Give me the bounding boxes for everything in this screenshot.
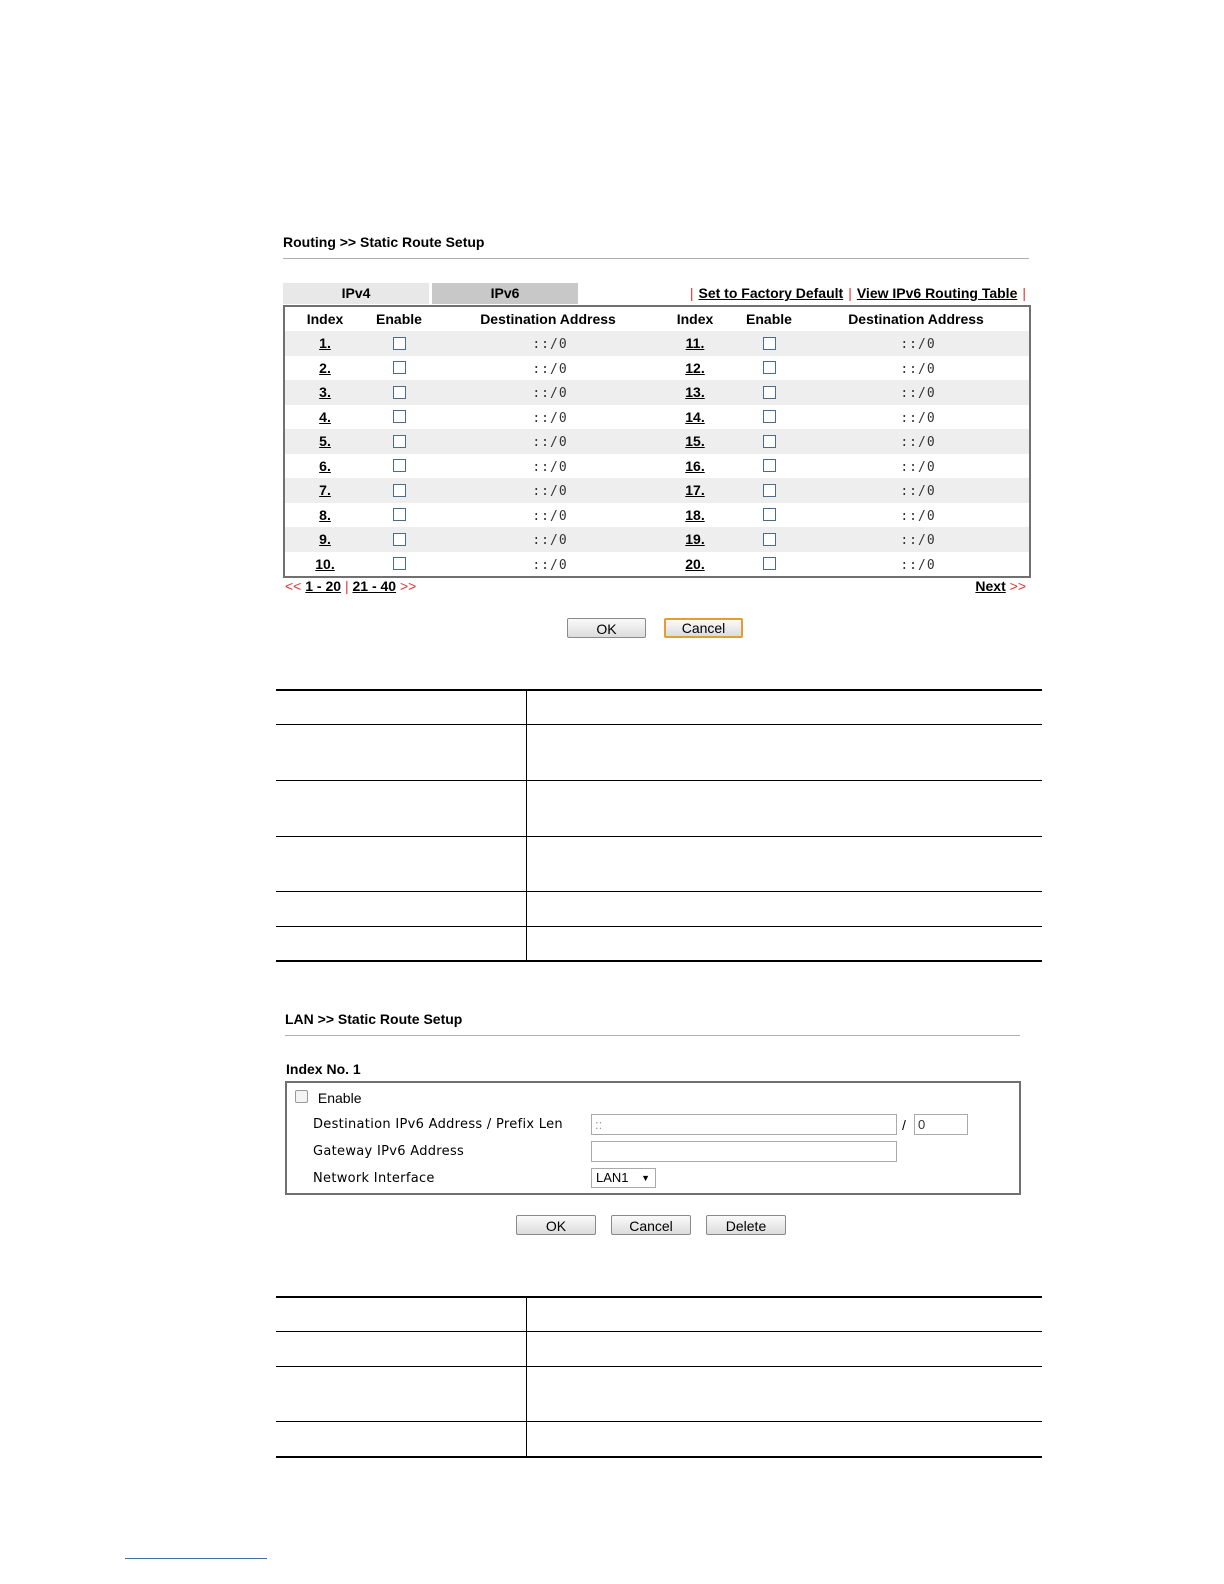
destination-address: ::/0 xyxy=(900,337,936,352)
enable-checkbox[interactable] xyxy=(393,410,406,423)
destination-address: ::/0 xyxy=(532,484,568,499)
enable-label: Enable xyxy=(317,1090,362,1106)
destination-address: ::/0 xyxy=(532,557,568,573)
enable-checkbox[interactable] xyxy=(393,459,406,472)
destination-address: ::/0 xyxy=(532,459,568,475)
destination-address: ::/0 xyxy=(900,557,936,573)
route-index-link[interactable]: 13. xyxy=(685,384,705,400)
destination-address: ::/0 xyxy=(900,533,936,548)
delete-button[interactable]: Delete xyxy=(706,1215,786,1235)
next-link[interactable]: Next xyxy=(975,578,1006,594)
enable-checkbox[interactable] xyxy=(763,557,776,570)
destination-label: Destination IPv6 Address / Prefix Len xyxy=(313,1117,563,1132)
route-index-link[interactable]: 15. xyxy=(685,433,705,449)
enable-checkbox[interactable] xyxy=(763,459,776,472)
route-form xyxy=(285,1081,1021,1195)
link-separator: | xyxy=(1022,285,1026,301)
footnote-rule xyxy=(125,1558,267,1559)
destination-address: ::/0 xyxy=(900,386,936,401)
enable-checkbox[interactable] xyxy=(393,533,406,546)
table-row xyxy=(285,503,1029,528)
table-row xyxy=(285,552,1029,577)
destination-address: ::/0 xyxy=(532,386,568,401)
destination-address: ::/0 xyxy=(532,337,568,352)
table-row xyxy=(285,429,1029,454)
table-row xyxy=(285,454,1029,479)
table-row xyxy=(285,527,1029,552)
route-index-link[interactable]: 6. xyxy=(319,457,331,474)
tab-ipv4[interactable]: IPv4 xyxy=(283,283,429,304)
prev-arrows: << xyxy=(285,578,302,594)
top-links xyxy=(580,283,1026,304)
enable-checkbox[interactable] xyxy=(763,361,776,374)
route-index-link[interactable]: 9. xyxy=(319,531,331,547)
table-row-divider xyxy=(276,1421,1042,1422)
enable-checkbox[interactable] xyxy=(763,484,776,497)
route-index-link[interactable]: 11. xyxy=(685,335,705,351)
interface-select[interactable] xyxy=(591,1168,656,1188)
route-index-link[interactable]: 12. xyxy=(685,359,705,376)
route-index-link[interactable]: 2. xyxy=(319,359,331,376)
enable-checkbox[interactable] xyxy=(763,435,776,448)
cancel-button[interactable]: Cancel xyxy=(611,1215,691,1235)
table-border xyxy=(276,689,1042,691)
table-row xyxy=(285,405,1029,430)
table-column-divider xyxy=(526,691,527,960)
table-row-divider xyxy=(276,836,1042,837)
route-index-link[interactable]: 14. xyxy=(685,408,705,425)
destination-address: ::/0 xyxy=(900,459,936,475)
title-divider xyxy=(283,258,1029,259)
route-index-link[interactable]: 10. xyxy=(315,555,335,572)
route-index-link[interactable]: 5. xyxy=(319,433,331,449)
tab-ipv6[interactable]: IPv6 xyxy=(432,283,578,304)
enable-checkbox[interactable] xyxy=(763,410,776,423)
table-row-divider xyxy=(276,891,1042,892)
table-row xyxy=(285,380,1029,405)
header-destination: Destination Address xyxy=(848,311,984,327)
route-index-link[interactable]: 8. xyxy=(319,506,331,523)
table-column-divider xyxy=(526,1298,527,1456)
next-arrows: >> xyxy=(1009,578,1026,594)
title-divider xyxy=(285,1035,1020,1036)
enable-checkbox[interactable] xyxy=(393,386,406,399)
table-row xyxy=(285,331,1029,356)
table-border xyxy=(276,960,1042,962)
page-21-40-link[interactable]: 21 - 40 xyxy=(352,578,397,594)
next-pager xyxy=(975,578,1026,594)
route-index-link[interactable]: 7. xyxy=(319,482,331,498)
route-index-link[interactable]: 17. xyxy=(685,482,705,498)
set-factory-default-link[interactable]: Set to Factory Default xyxy=(698,285,844,301)
page-title: Routing >> Static Route Setup xyxy=(283,234,485,250)
route-index-link[interactable]: 16. xyxy=(685,457,705,474)
enable-checkbox[interactable] xyxy=(393,557,406,570)
destination-input[interactable]: :: xyxy=(591,1114,897,1135)
ok-button[interactable]: OK xyxy=(516,1215,596,1235)
enable-checkbox[interactable] xyxy=(393,484,406,497)
table-row-divider xyxy=(276,724,1042,725)
section-title: LAN >> Static Route Setup xyxy=(285,1011,463,1027)
enable-checkbox[interactable] xyxy=(393,508,406,521)
enable-checkbox[interactable] xyxy=(763,533,776,546)
route-index-link[interactable]: 1. xyxy=(319,335,331,351)
view-routing-table-link[interactable]: View IPv6 Routing Table xyxy=(856,285,1018,301)
route-table xyxy=(283,305,1031,578)
route-index-link[interactable]: 4. xyxy=(319,408,331,425)
enable-checkbox[interactable] xyxy=(763,386,776,399)
route-index-link[interactable]: 3. xyxy=(319,384,331,400)
table-border xyxy=(276,1456,1042,1458)
table-row-divider xyxy=(276,1331,1042,1332)
header-enable: Enable xyxy=(746,311,792,327)
dropdown-arrow-icon: ▼ xyxy=(641,1173,650,1183)
interface-label: Network Interface xyxy=(313,1171,435,1186)
enable-checkbox[interactable] xyxy=(763,508,776,521)
destination-address: ::/0 xyxy=(900,435,936,450)
header-index: Index xyxy=(306,311,344,327)
route-index-link[interactable]: 19. xyxy=(685,531,705,547)
destination-address: ::/0 xyxy=(900,508,936,524)
enable-checkbox[interactable] xyxy=(295,1090,308,1103)
page-1-20-link[interactable]: 1 - 20 xyxy=(305,578,342,594)
table-row xyxy=(285,356,1029,381)
link-separator: | xyxy=(848,285,852,301)
gateway-label: Gateway IPv6 Address xyxy=(313,1144,465,1159)
destination-address: ::/0 xyxy=(900,484,936,499)
header-enable: Enable xyxy=(376,311,422,327)
table-row xyxy=(285,478,1029,503)
forward-arrows: >> xyxy=(399,578,417,594)
route-index-link[interactable]: 18. xyxy=(685,506,705,523)
gateway-input[interactable] xyxy=(591,1141,897,1162)
cancel-button[interactable]: Cancel xyxy=(664,618,743,638)
destination-address: ::/0 xyxy=(532,410,568,426)
ok-button[interactable]: OK xyxy=(567,618,646,638)
pager-separator: | xyxy=(344,578,349,594)
destination-address: ::/0 xyxy=(532,533,568,548)
table-row-divider xyxy=(276,1366,1042,1367)
table-row-divider xyxy=(276,926,1042,927)
table-row-divider xyxy=(276,780,1042,781)
prefix-slash: / xyxy=(902,1117,906,1133)
destination-address: ::/0 xyxy=(532,508,568,524)
interface-value: LAN1 xyxy=(596,1170,629,1185)
table-border xyxy=(276,1296,1042,1298)
destination-address: ::/0 xyxy=(532,435,568,450)
destination-address: ::/0 xyxy=(532,361,568,377)
index-label: Index No. 1 xyxy=(286,1061,361,1077)
prefix-length-input[interactable]: 0 xyxy=(914,1114,968,1135)
header-index: Index xyxy=(676,311,714,327)
header-destination: Destination Address xyxy=(480,311,616,327)
link-separator: | xyxy=(689,285,694,301)
pager xyxy=(285,578,416,594)
enable-checkbox[interactable] xyxy=(763,337,776,350)
enable-checkbox[interactable] xyxy=(393,361,406,374)
destination-address: ::/0 xyxy=(900,410,936,426)
route-index-link[interactable]: 20. xyxy=(685,555,705,572)
enable-checkbox[interactable] xyxy=(393,337,406,350)
enable-checkbox[interactable] xyxy=(393,435,406,448)
destination-address: ::/0 xyxy=(900,361,936,377)
